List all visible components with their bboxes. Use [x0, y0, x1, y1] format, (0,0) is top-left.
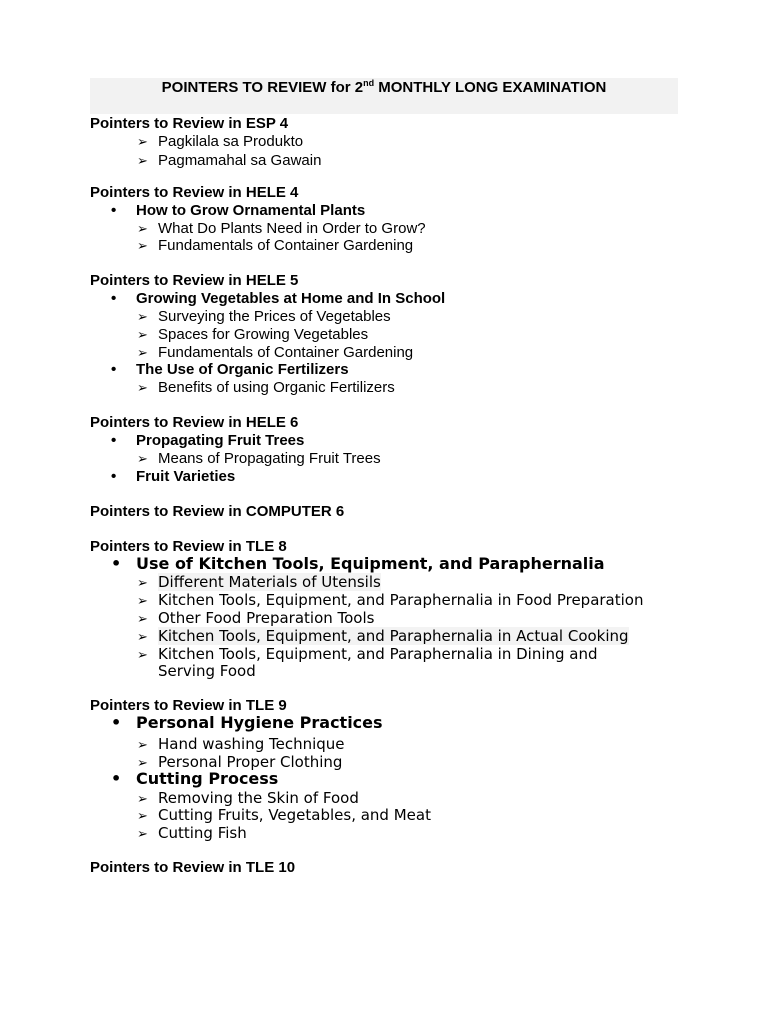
arrow-bullet-icon: ➢ [137, 134, 148, 149]
title-superscript: nd [363, 78, 375, 88]
arrow-bullet-icon: ➢ [137, 612, 148, 627]
list-item: ➢ Spaces for Growing Vegetables [137, 326, 369, 343]
arrow-bullet-icon: ➢ [137, 345, 148, 360]
list-item: ➢ Kitchen Tools, Equipment, and Paraphernalia in Dining and [137, 645, 598, 663]
topic-item: • Propagating Fruit Trees [111, 432, 305, 449]
list-item: ➢ Surveying the Prices of Vegetables [137, 308, 391, 325]
page-title: POINTERS TO REVIEW for 2nd MONTHLY LONG EXAMINATION [161, 78, 607, 96]
arrow-bullet-icon: ➢ [137, 309, 148, 324]
bullet-icon: • [111, 361, 117, 378]
list-item: ➢ Cutting Fruits, Vegetables, and Meat [137, 806, 431, 824]
section-header-tle8: Pointers to Review in TLE 8 [90, 538, 287, 555]
bullet-icon: • [111, 554, 122, 573]
section-header-hele4: Pointers to Review in HELE 4 [90, 184, 299, 201]
bullet-icon: • [111, 202, 117, 219]
list-item: ➢ Means of Propagating Fruit Trees [137, 450, 381, 467]
list-item: ➢ Personal Proper Clothing [137, 753, 343, 771]
list-item: ➢ Pagmamahal sa Gawain [137, 152, 322, 169]
topic-item: • The Use of Organic Fertilizers [111, 361, 349, 378]
bullet-icon: • [111, 290, 117, 307]
arrow-bullet-icon: ➢ [137, 451, 148, 466]
topic-item: • Cutting Process [111, 769, 279, 788]
bullet-icon: • [111, 432, 117, 449]
topic-item: • How to Grow Ornamental Plants [111, 202, 366, 219]
section-header-tle9: Pointers to Review in TLE 9 [90, 697, 287, 714]
arrow-bullet-icon: ➢ [137, 594, 148, 609]
arrow-bullet-icon: ➢ [137, 153, 148, 168]
arrow-bullet-icon: ➢ [137, 238, 148, 253]
list-item: ➢ Pagkilala sa Produkto [137, 133, 304, 150]
section-header-computer6: Pointers to Review in COMPUTER 6 [90, 503, 345, 520]
list-item: ➢ Fundamentals of Container Gardening [137, 237, 414, 254]
bullet-icon: • [111, 713, 122, 732]
arrow-bullet-icon: ➢ [137, 809, 148, 824]
topic-item: • Use of Kitchen Tools, Equipment, and Paraphernalia [111, 554, 605, 573]
arrow-bullet-icon: ➢ [137, 630, 148, 645]
list-item: ➢ Different Materials of Utensils [137, 573, 381, 591]
arrow-bullet-icon: ➢ [137, 327, 148, 342]
arrow-bullet-icon: ➢ [137, 648, 148, 663]
section-header-hele6: Pointers to Review in HELE 6 [90, 414, 299, 431]
topic-item: • Fruit Varieties [111, 468, 236, 485]
list-item-continuation: Serving Food [158, 662, 256, 680]
list-item: ➢ Kitchen Tools, Equipment, and Paraphernalia in Actual Cooking [137, 627, 629, 645]
bullet-icon: • [111, 769, 122, 788]
arrow-bullet-icon: ➢ [137, 792, 148, 807]
list-item: ➢ What Do Plants Need in Order to Grow? [137, 220, 426, 237]
section-header-tle10: Pointers to Review in TLE 10 [90, 859, 296, 876]
list-item: ➢ Cutting Fish [137, 824, 247, 842]
arrow-bullet-icon: ➢ [137, 221, 148, 236]
arrow-bullet-icon: ➢ [137, 576, 148, 591]
list-item: ➢ Removing the Skin of Food [137, 789, 359, 807]
arrow-bullet-icon: ➢ [137, 738, 148, 753]
list-item: ➢ Benefits of using Organic Fertilizers [137, 379, 395, 396]
arrow-bullet-icon: ➢ [137, 827, 148, 842]
topic-item: • Growing Vegetables at Home and In School [111, 290, 446, 307]
list-item: ➢ Other Food Preparation Tools [137, 609, 375, 627]
topic-item: • Personal Hygiene Practices [111, 713, 383, 732]
list-item: ➢ Hand washing Technique [137, 735, 345, 753]
arrow-bullet-icon: ➢ [137, 756, 148, 771]
list-item: ➢ Kitchen Tools, Equipment, and Paraphernalia in Food Preparation [137, 591, 644, 609]
section-header-hele5: Pointers to Review in HELE 5 [90, 272, 299, 289]
list-item: ➢ Fundamentals of Container Gardening [137, 344, 414, 361]
section-header-esp4: Pointers to Review in ESP 4 [90, 115, 289, 132]
arrow-bullet-icon: ➢ [137, 380, 148, 395]
bullet-icon: • [111, 468, 117, 485]
